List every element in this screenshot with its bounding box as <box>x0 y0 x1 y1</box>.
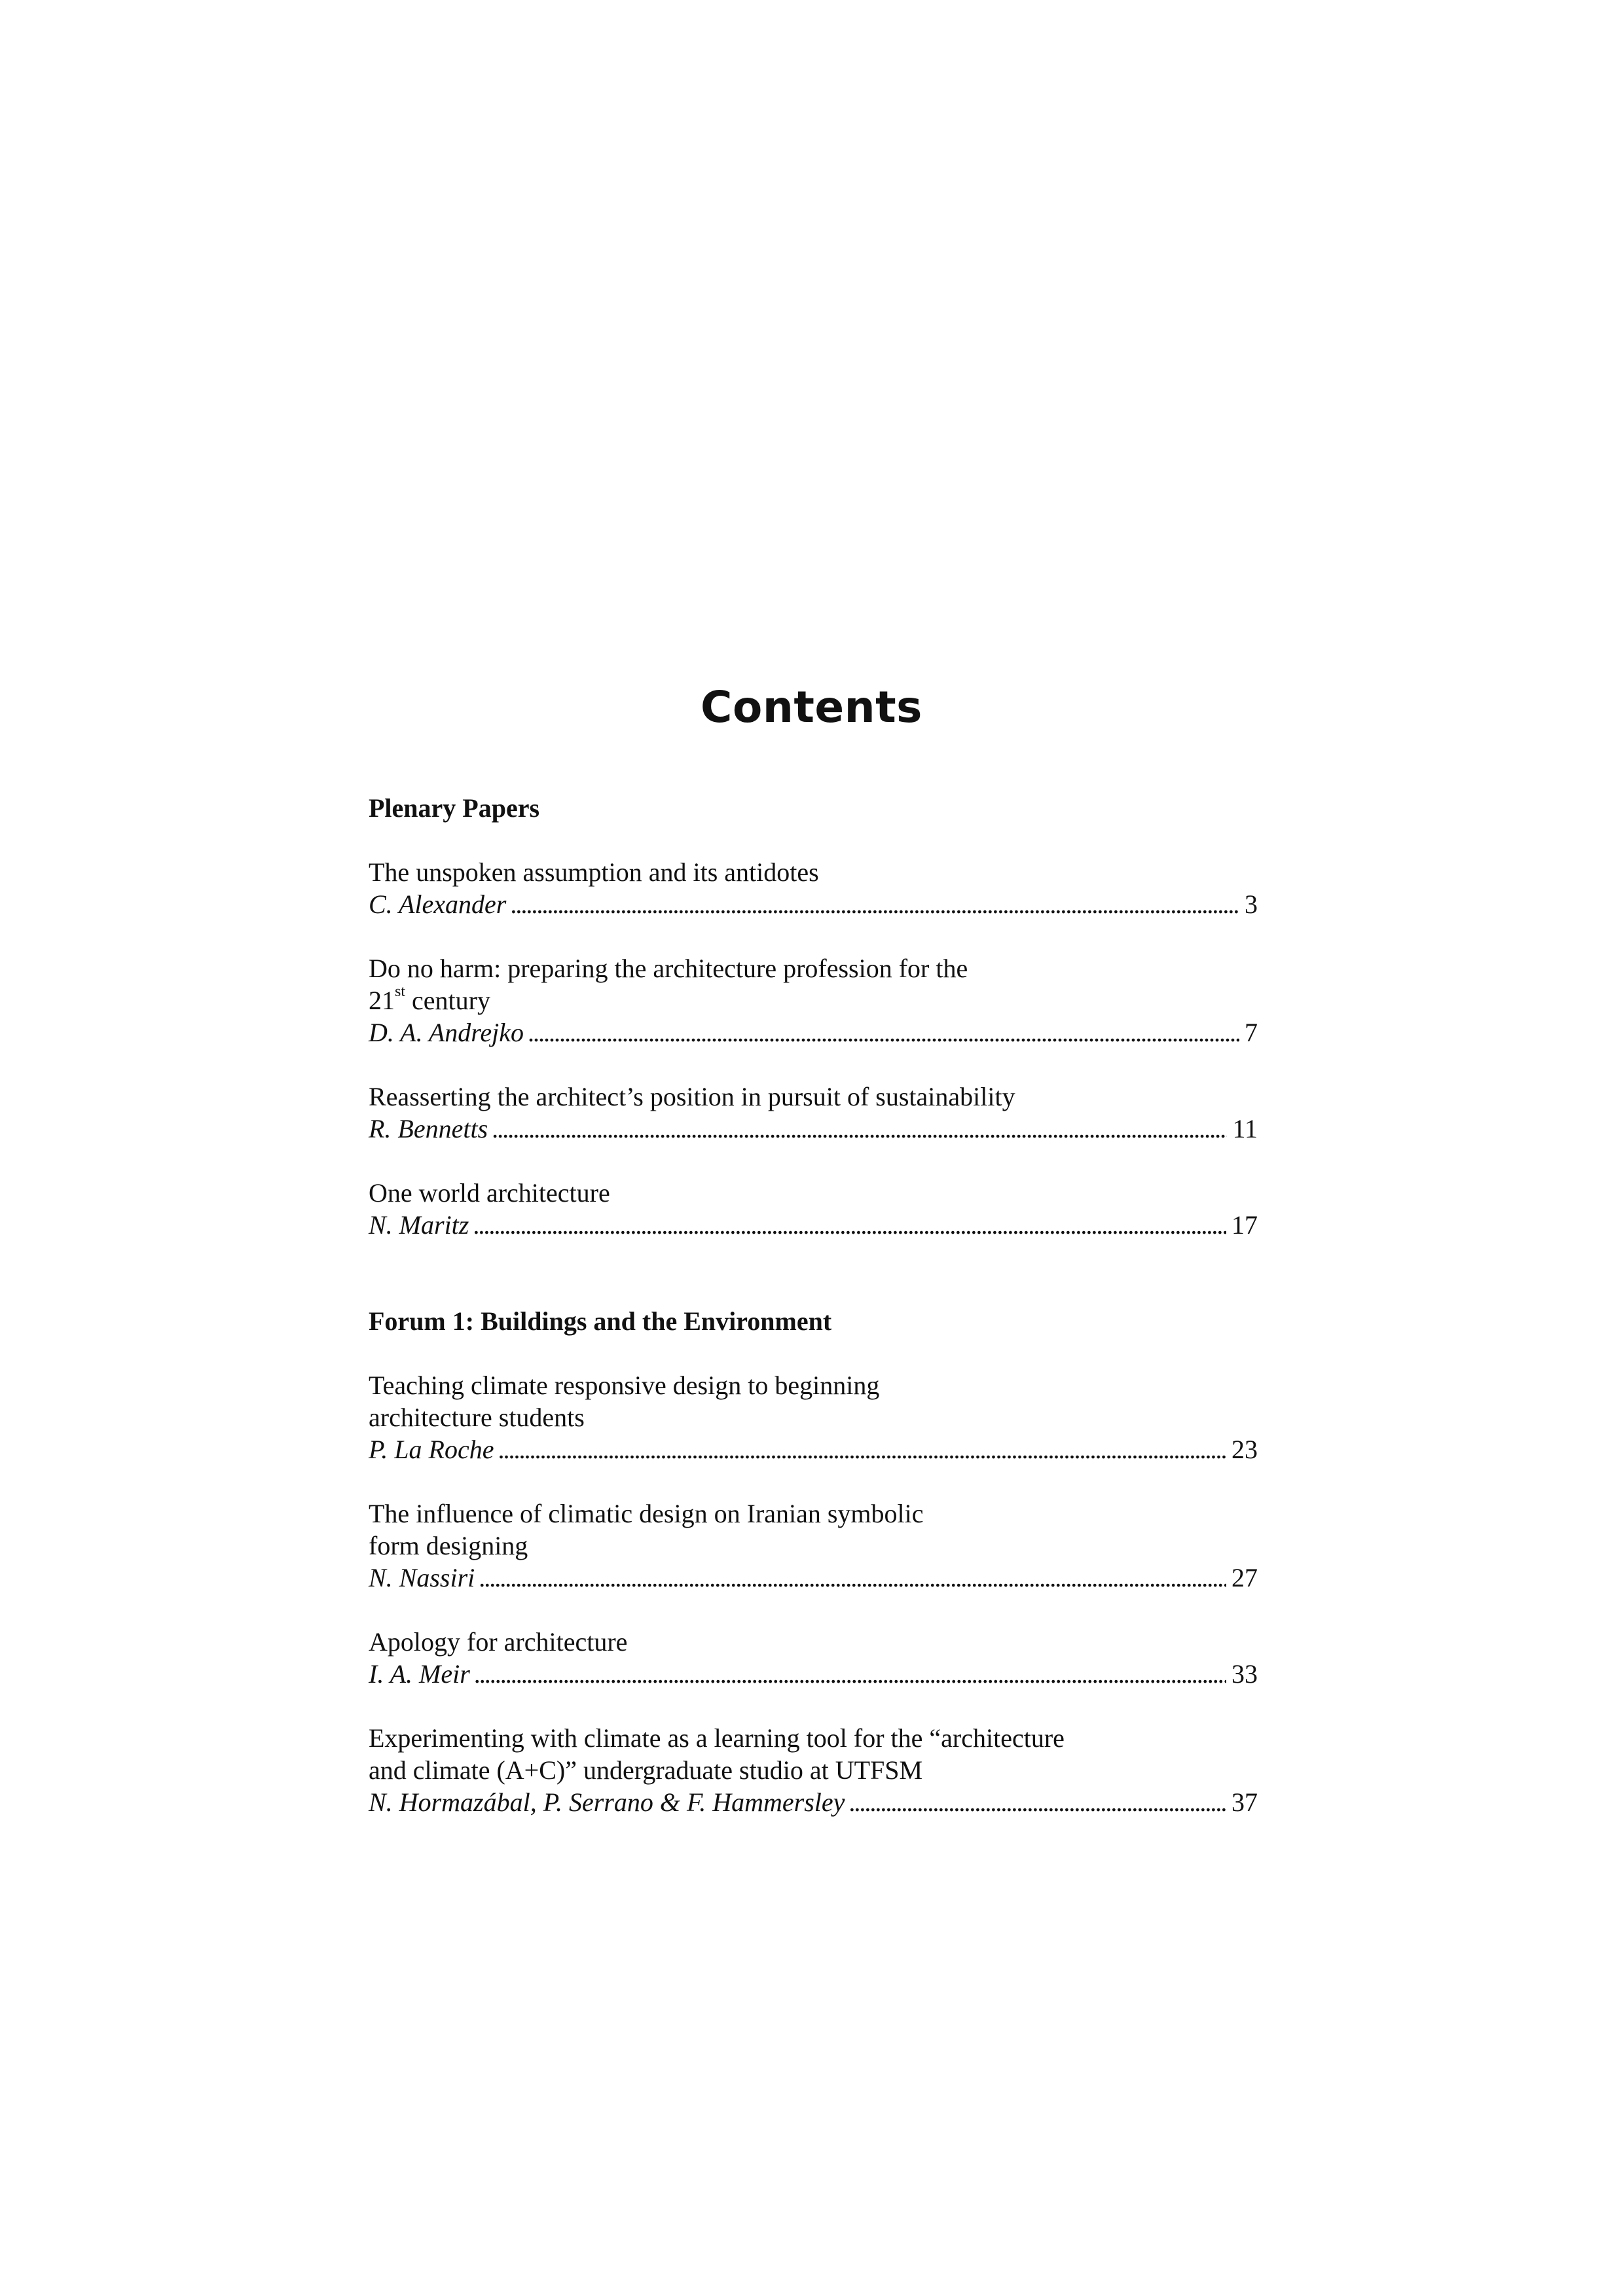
entry-title: The influence of climatic design on Iranian symbolic <box>369 1499 924 1528</box>
entry-authors: N. Hormazábal, P. Serrano & F. Hammersley <box>369 1787 845 1817</box>
entry-page-number: 33 <box>1231 1659 1258 1689</box>
entry-authors: R. Bennetts <box>369 1114 488 1143</box>
entry-authors: P. La Roche <box>369 1435 494 1464</box>
section-heading-plenary: Plenary Papers <box>369 793 540 823</box>
entry-title-line2: architecture students <box>369 1403 585 1432</box>
entry-authors: C. Alexander <box>369 889 507 919</box>
entry-title-line2: form designing <box>369 1531 528 1560</box>
entry-author-line <box>369 1113 1258 1145</box>
toc-entry[interactable] <box>369 1498 1258 1594</box>
entry-page-number: 27 <box>1231 1563 1258 1592</box>
entry-title: Apology for architecture <box>369 1627 628 1657</box>
entry-author-line <box>369 1209 1258 1241</box>
entry-page-number: 37 <box>1231 1787 1258 1817</box>
entry-author-line <box>369 1016 1258 1049</box>
entry-title: Do no harm: preparing the architecture profession for the <box>369 954 968 983</box>
entry-page-number: 7 <box>1245 1018 1258 1047</box>
ordinal-number: 21 <box>369 986 395 1015</box>
section-heading-forum-1: Forum 1: Buildings and the Environment <box>369 1306 832 1336</box>
entry-page-number: 17 <box>1231 1210 1258 1240</box>
entry-title: Experimenting with climate as a learning tool for the “architecture <box>369 1723 1065 1753</box>
entry-title: One world architecture <box>369 1178 610 1208</box>
dot-leader <box>848 1786 1226 1818</box>
entry-title-line2 <box>369 984 1258 1016</box>
dot-leader <box>473 1209 1226 1241</box>
entry-page-number: 11 <box>1232 1114 1258 1143</box>
entry-title-line2: and climate (A+C)” undergraduate studio at UTFSM <box>369 1755 923 1785</box>
page-title: Contents <box>701 682 922 732</box>
dot-leader <box>528 1016 1239 1049</box>
entry-title: Teaching climate responsive design to beginning <box>369 1371 880 1400</box>
toc-entry[interactable] <box>369 1626 1258 1690</box>
toc-entry[interactable] <box>369 1081 1258 1145</box>
toc-entry[interactable] <box>369 952 1258 1049</box>
entry-title: Reasserting the architect’s position in pursuit of sustainability <box>369 1082 1015 1111</box>
dot-leader <box>498 1433 1226 1465</box>
entry-authors: I. A. Meir <box>369 1659 470 1689</box>
entry-author-line <box>369 1562 1258 1594</box>
entry-author-line <box>369 1658 1258 1690</box>
entry-page-number: 23 <box>1231 1435 1258 1464</box>
entry-authors: D. A. Andrejko <box>369 1018 524 1047</box>
entry-title: The unspoken assumption and its antidotes <box>369 857 819 887</box>
entry-author-line <box>369 888 1258 920</box>
toc-entry[interactable] <box>369 1177 1258 1241</box>
ordinal-suffix: st <box>395 982 406 1000</box>
dot-leader <box>510 888 1239 920</box>
dot-leader <box>474 1658 1226 1690</box>
entry-page-number: 3 <box>1245 889 1258 919</box>
toc-entry[interactable] <box>369 856 1258 920</box>
toc-entry[interactable] <box>369 1722 1258 1818</box>
entry-author-line <box>369 1433 1258 1465</box>
entry-author-line <box>369 1786 1258 1818</box>
table-of-contents <box>369 792 1258 1850</box>
entry-authors: N. Maritz <box>369 1210 469 1240</box>
dot-leader <box>479 1562 1226 1594</box>
dot-leader <box>492 1113 1227 1145</box>
entry-authors: N. Nassiri <box>369 1563 475 1592</box>
toc-entry[interactable] <box>369 1369 1258 1465</box>
entry-title-rest: century <box>405 986 490 1015</box>
